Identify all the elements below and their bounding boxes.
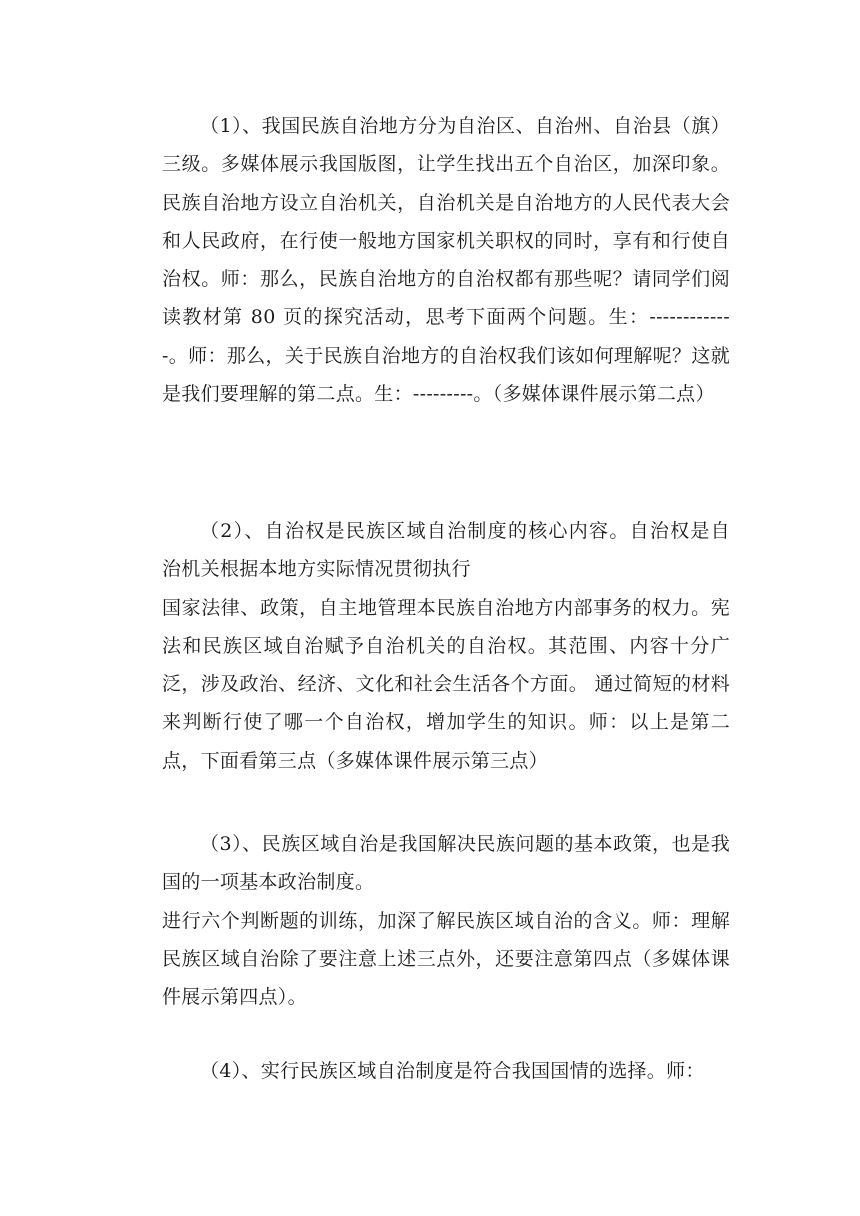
paragraph-3-line-1: （3）、民族区域自治是我国解决民族问题的基本政策，也是我国的一项基本政治制度。 — [162, 833, 730, 894]
paragraph-3 — [162, 825, 730, 1016]
paragraph-2-line-1: （2）、自治权是民族区域自治制度的核心内容。自治权是自 治机关根据本地方实际情况贯彻执行 — [162, 520, 730, 581]
paragraph-1-text: （1）、我国民族自治地方分为自治区、自治州、自治县（旗）三级。多媒体展示我国版图，让学生找出五个自治区，加深印象。民族自治地方设立自治机关，自治机关是自治地方的人民代表大会和人民政府，在行使一般地方国家机关职权的同时，享有和行使自治权。师：那么，民族自治地方的自治权都有那些呢？请同学们阅读教材第 80 页的探究活动，思考下面两个问题。生：-------------。师：那么，关于民族自治地方的自治权我们该如何理解呢？这就是我们要理解的第二点。生：---------。（多媒体课件展示第二点） — [162, 115, 730, 406]
paragraph-2 — [162, 512, 730, 780]
paragraph-3-line-2: 进行六个判断题的训练，加深了解民族区域自治的含义。师：理解民族区域自治除了要注意上述三点外，还要注意第四点（多媒体课件展示第四点）。 — [162, 909, 730, 1009]
paragraph-1 — [162, 107, 730, 413]
paragraph-4 — [162, 1052, 730, 1090]
paragraph-4-text: （4）、实行民族区域自治制度是符合我国国情的选择。师： — [200, 1060, 705, 1082]
paragraph-2-line-2: 国家法律、政策，自主地管理本民族自治地方内部事务的权力。宪法和民族区域自治赋予自治机关的自治权。其范围、内容十分广泛，涉及政治、经济、文化和社会生活各个方面。 通过简短的材料来判断行使了哪一个自治权，增加学生的知识。师：以上是第二点，下面看第三点（多媒体课件展示第三点） — [162, 596, 730, 772]
